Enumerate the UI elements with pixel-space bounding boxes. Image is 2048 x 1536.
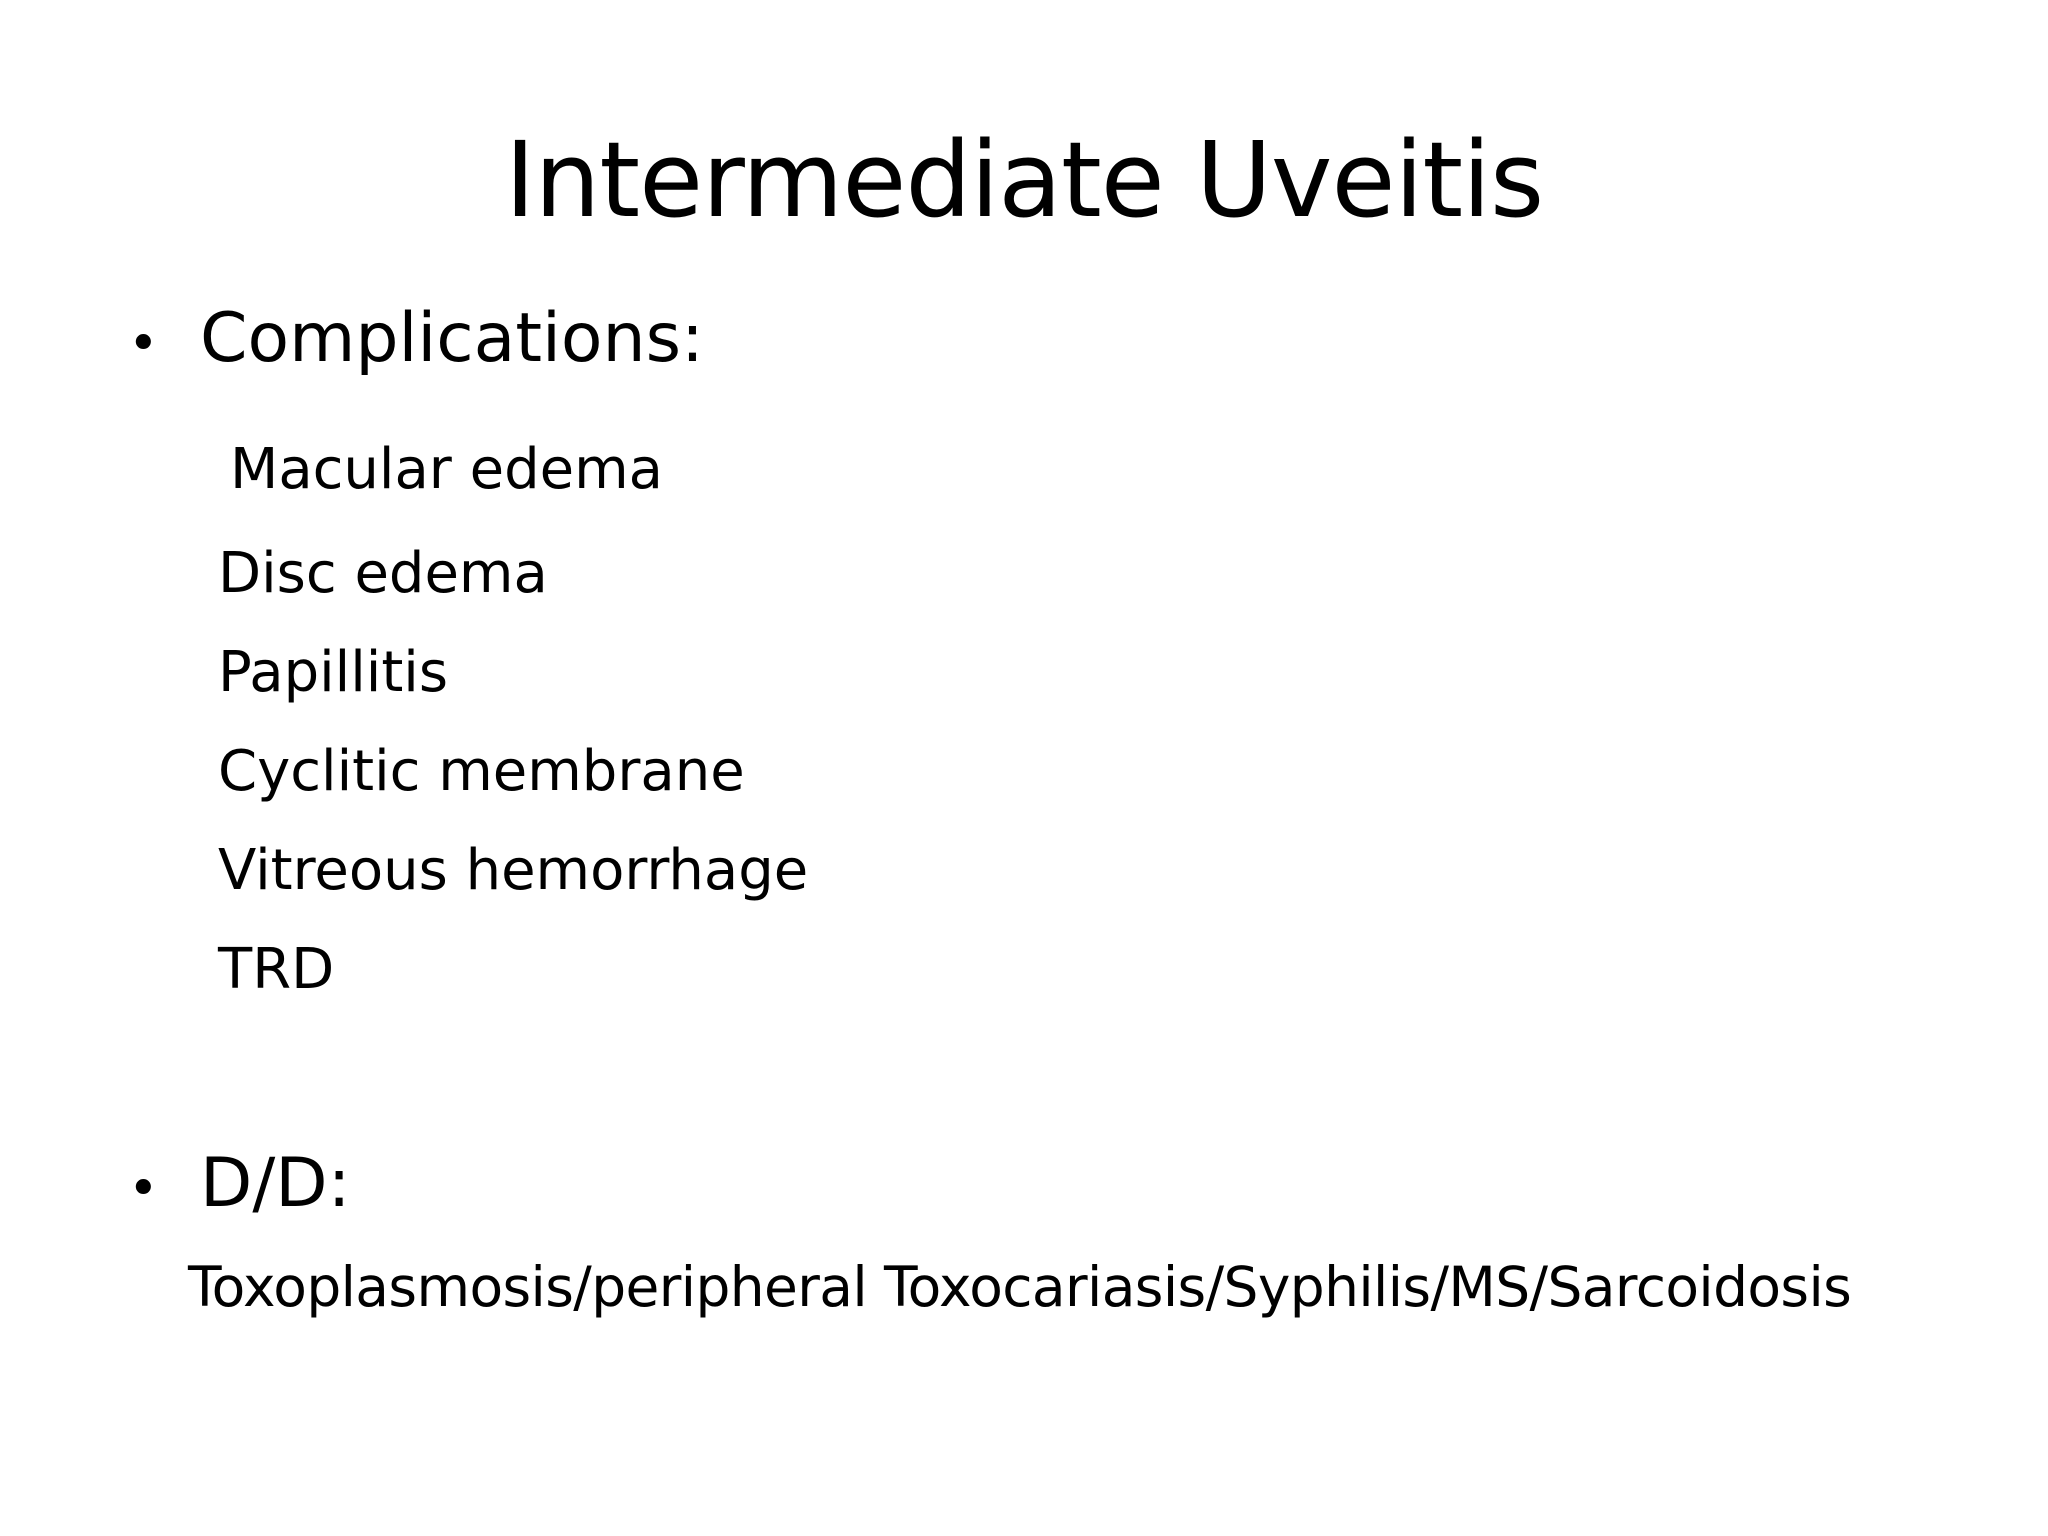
- differential-diagnosis-text: Toxoplasmosis/peripheral Toxocariasis/Syphilis/MS/Sarcoidosis: [188, 1255, 1852, 1319]
- complication-item: Macular edema: [230, 437, 663, 502]
- bullet-label-complications: Complications:: [200, 299, 704, 378]
- slide-title: Intermediate Uveitis: [504, 119, 1544, 241]
- complication-item: TRD: [218, 937, 335, 1002]
- complication-item: Vitreous hemorrhage: [218, 838, 809, 903]
- bullet-dot-icon: •: [128, 314, 159, 374]
- bullet-label-dd: D/D:: [200, 1144, 351, 1223]
- complication-item: Papillitis: [218, 640, 449, 705]
- complication-item: Cyclitic membrane: [218, 739, 745, 804]
- complication-item: Disc edema: [218, 541, 548, 606]
- bullet-dd: [128, 1144, 351, 1223]
- bullet-complications: [128, 299, 704, 378]
- bullet-dot-icon: •: [128, 1159, 159, 1219]
